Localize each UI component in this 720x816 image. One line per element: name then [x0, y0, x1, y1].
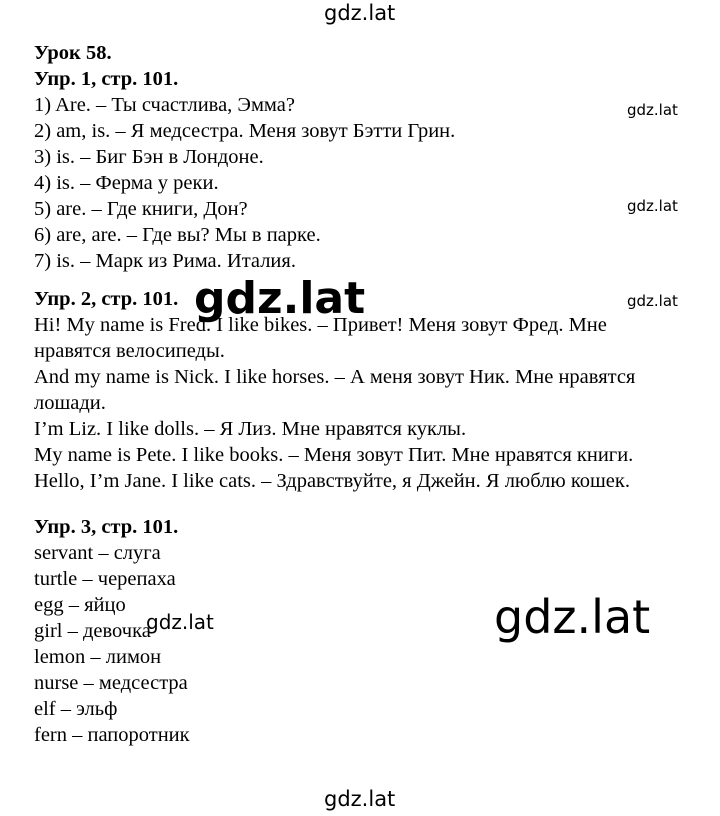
- exercise-1-line: 1) Are. – Ты счастлива, Эмма?: [34, 94, 295, 116]
- spacer: [34, 274, 714, 286]
- watermark-top: gdz.lat: [324, 1, 396, 25]
- exercise-3-line: turtle – черепаха: [34, 568, 176, 590]
- exercise-1-heading: Упр. 1, стр. 101.: [34, 68, 179, 90]
- exercise-2-line: I’m Liz. I like dolls. – Я Лиз. Мне нравятся куклы.: [34, 418, 467, 440]
- exercise-1-line: 5) are. – Где книги, Дон?: [34, 198, 248, 220]
- watermark-right-1: gdz.lat: [627, 101, 678, 119]
- exercise-2-line: Hi! My name is Fred. I like bikes. – Привет! Меня зовут Фред. Мне: [34, 314, 607, 336]
- lesson-title: Урок 58.: [34, 42, 112, 64]
- exercise-1-line: 3) is. – Биг Бэн в Лондоне.: [34, 146, 264, 168]
- exercise-1-line: 2) am, is. – Я медсестра. Меня зовут Бэтти Грин.: [34, 120, 456, 142]
- watermark-right-2: gdz.lat: [627, 197, 678, 215]
- exercise-3-line: nurse – медсестра: [34, 672, 188, 694]
- exercise-3-line: lemon – лимон: [34, 646, 162, 668]
- spacer: [34, 494, 714, 514]
- exercise-3-line: elf – эльф: [34, 698, 118, 720]
- exercise-3-line: egg – яйцо: [34, 594, 126, 616]
- exercise-2-line: Hello, I’m Jane. I like cats. – Здравствуйте, я Джейн. Я люблю кошек.: [34, 470, 630, 492]
- exercise-3-line: fern – папоротник: [34, 724, 190, 746]
- exercise-2-line: My name is Pete. I like books. – Меня зовут Пит. Мне нравятся книги.: [34, 444, 634, 466]
- watermark-large: gdz.lat: [494, 590, 651, 644]
- exercise-2-line: лошади.: [34, 392, 106, 414]
- exercise-2-line: And my name is Nick. I like horses. – А меня зовут Ник. Мне нравятся: [34, 366, 636, 388]
- exercise-3-line: servant – слуга: [34, 542, 161, 564]
- exercise-1-line: 4) is. – Ферма у реки.: [34, 172, 219, 194]
- watermark-right-3: gdz.lat: [627, 292, 678, 310]
- exercise-1-line: 6) are, are. – Где вы? Мы в парке.: [34, 224, 321, 246]
- watermark-middle-bold: gdz.lat: [194, 273, 366, 324]
- exercise-3-line: girl – девочка: [34, 620, 151, 642]
- exercise-2-heading: Упр. 2, стр. 101.: [34, 288, 179, 310]
- watermark-inline-egg: gdz.lat: [146, 610, 214, 634]
- exercise-2-line: нравятся велосипеды.: [34, 340, 225, 362]
- watermark-bottom: gdz.lat: [324, 787, 396, 811]
- exercise-1-line: 7) is. – Марк из Рима. Италия.: [34, 250, 296, 272]
- exercise-3-heading: Упр. 3, стр. 101.: [34, 516, 179, 538]
